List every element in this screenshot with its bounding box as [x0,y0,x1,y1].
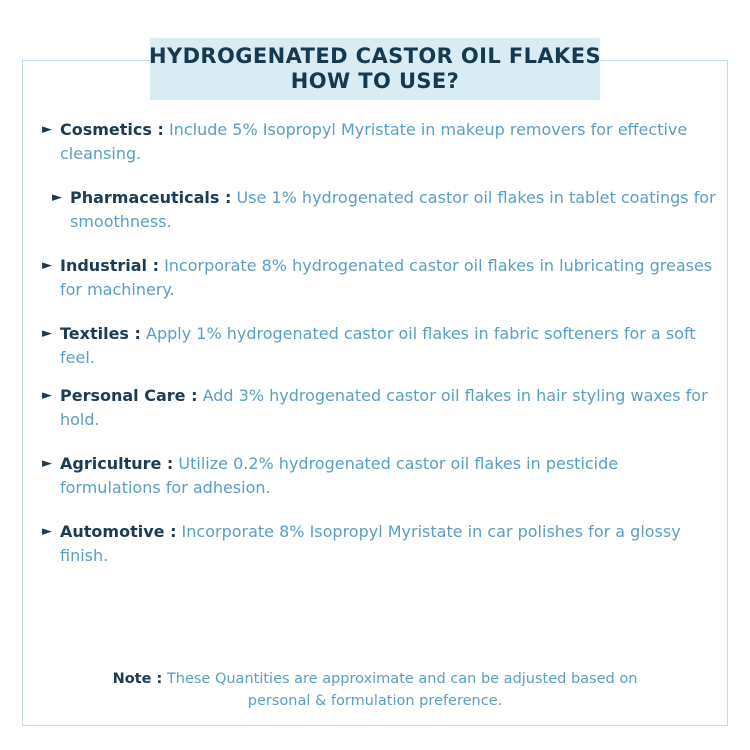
list-item-label: Automotive : [60,522,177,541]
list-item [42,384,720,432]
list-item-description: Apply 1% hydrogenated castor oil flakes in fabric softeners for a soft feel. [60,324,696,367]
list-item-body [60,452,720,500]
list-item [42,254,720,302]
list-item-body [60,254,720,302]
footer-note-label: Note : [112,671,163,687]
list-item [42,520,720,568]
list-item-description: Incorporate 8% hydrogenated castor oil flakes in lubricating greases for machinery. [60,256,713,299]
list-item-body [60,384,720,432]
list-item-description: Utilize 0.2% hydrogenated castor oil flakes in pesticide formulations for adhesion. [60,454,619,497]
arrow-bullet-icon: ► [42,456,52,471]
page-title-line-2: HOW TO USE? [290,69,460,93]
arrow-bullet-icon: ► [42,326,52,341]
list-item-label: Textiles : [60,324,141,343]
list-item-label: Cosmetics : [60,120,164,139]
usage-list [42,118,720,660]
list-item-description: Use 1% hydrogenated castor oil flakes in tablet coatings for smoothness. [70,188,716,231]
list-item-body [60,520,720,568]
page-title-line-1: HYDROGENATED CASTOR OIL FLAKES [149,44,601,68]
list-item-description: Add 3% hydrogenated castor oil flakes in hair styling waxes for hold. [60,386,708,429]
arrow-bullet-icon: ► [42,258,52,273]
list-item-description: Include 5% Isopropyl Myristate in makeup removers for effective cleansing. [60,120,688,163]
list-item-description: Incorporate 8% Isopropyl Myristate in car polishes for a glossy finish. [60,522,681,565]
footer-note-text: These Quantities are approximate and can be adjusted based on personal & formulation preference. [162,671,638,709]
list-item [42,186,720,234]
arrow-bullet-icon: ► [42,388,52,403]
arrow-bullet-icon: ► [42,122,52,137]
list-item-body [70,186,720,234]
list-item [42,118,720,166]
list-item-body [60,118,720,166]
title-banner [150,38,600,100]
list-item-body [60,322,720,370]
list-item-label: Pharmaceuticals : [70,188,232,207]
arrow-bullet-icon: ► [52,190,62,205]
footer-note [90,668,660,712]
arrow-bullet-icon: ► [42,524,52,539]
list-item-label: Personal Care : [60,386,198,405]
list-item-label: Industrial : [60,256,159,275]
list-item-label: Agriculture : [60,454,174,473]
list-item [42,452,720,500]
list-item [42,322,720,370]
